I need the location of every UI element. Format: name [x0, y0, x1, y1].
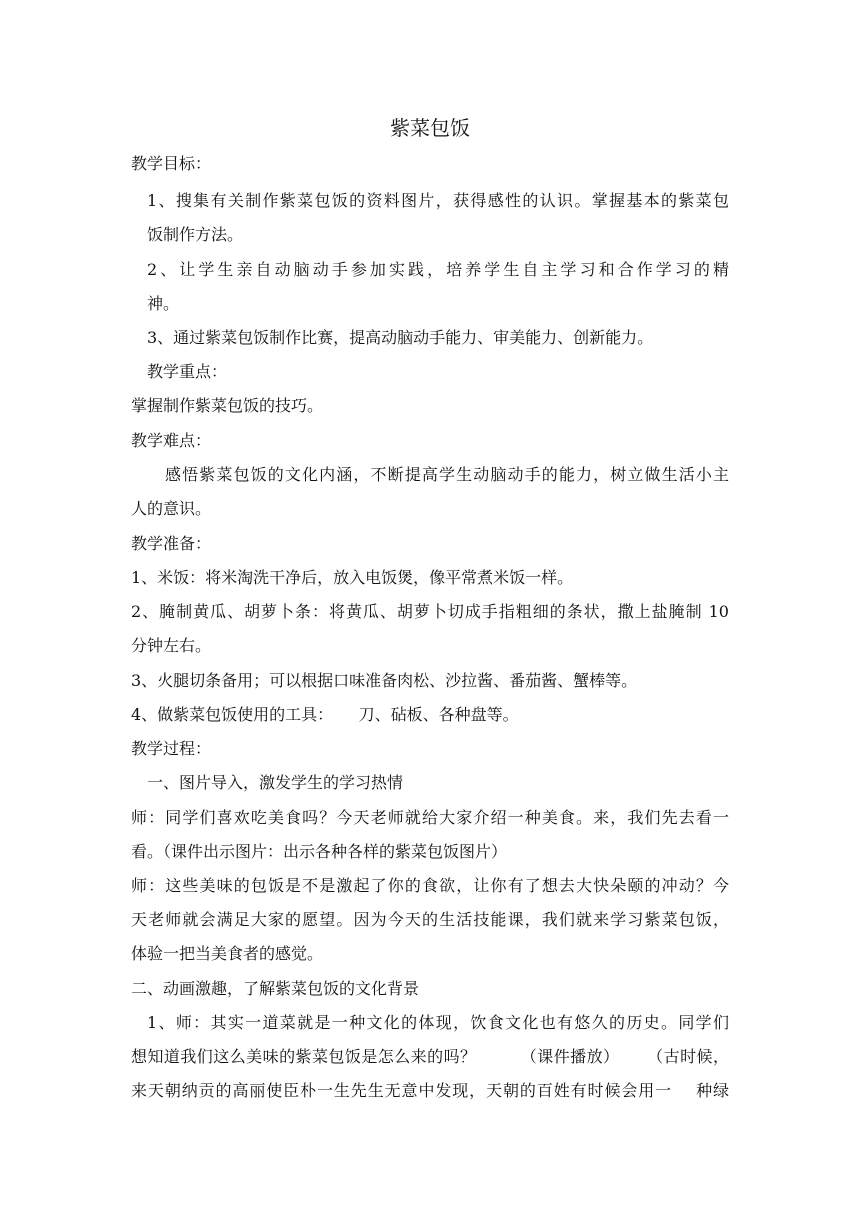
teacher-line-4: 天老师就会满足大家的愿望。因为今天的生活技能课，我们就来学习紫菜包饭， — [131, 910, 729, 929]
step-2-line-2: 想知道我们这么美味的紫菜包饭是怎么来的吗？ （课件播放） （古时候， — [131, 1047, 729, 1066]
preparation-item-4: 4、做紫菜包饭使用的工具： 刀、砧板、各种盘等。 — [131, 705, 519, 724]
teacher-line-5: 体验一把当美食者的感觉。 — [131, 944, 324, 963]
process-step-1-heading: 一、图片导入，激发学生的学习热情 — [147, 773, 404, 792]
teacher-line-1: 师：同学们喜欢吃美食吗？今天老师就给大家介绍一种美食。来，我们先去看一 — [131, 808, 729, 827]
objective-2-line-1: 2、让学生亲自动脑动手参加实践，培养学生自主学习和合作学习的精 — [147, 260, 729, 279]
objective-2-line-2: 神。 — [147, 294, 180, 313]
step-2-line-1: 1、师：其实一道菜就是一种文化的体现，饮食文化也有悠久的历史。同学们 — [147, 1013, 729, 1032]
document-title: 紫菜包饭 — [390, 116, 470, 140]
preparation-item-3: 3、火腿切条备用；可以根据口味准备肉松、沙拉酱、番茄酱、蟹棒等。 — [131, 671, 638, 690]
key-points-text: 掌握制作紫菜包饭的技巧。 — [131, 396, 324, 415]
process-step-2-heading: 二、动画激趣，了解紫菜包饭的文化背景 — [131, 979, 420, 998]
objective-1-line-2: 饭制作方法。 — [147, 225, 244, 244]
teacher-line-2: 看。（课件出示图片：出示各种各样的紫菜包饭图片） — [131, 842, 508, 861]
section-heading-objectives: 教学目标： — [131, 154, 212, 173]
preparation-item-1: 1、米饭：将米淘洗干净后，放入电饭煲，像平常煮米饭一样。 — [131, 568, 574, 587]
preparation-item-2-line-1: 2、腌制黄瓜、胡萝卜条：将黄瓜、胡萝卜切成手指粗细的条状，撒上盐腌制 10 — [131, 602, 729, 621]
objective-1-line-1: 1、搜集有关制作紫菜包饭的资料图片，获得感性的认识。掌握基本的紫菜包 — [147, 191, 729, 210]
section-heading-key-points: 教学重点： — [147, 362, 228, 381]
difficulties-line-1: 感悟紫菜包饭的文化内涵，不断提高学生动脑动手的能力，树立做生活小主 — [165, 465, 729, 484]
step-2-line-3: 来天朝纳贡的高丽使臣朴一生先生无意中发现，天朝的百姓有时候会用一 种绿 — [131, 1081, 729, 1100]
section-heading-process: 教学过程： — [131, 739, 212, 758]
section-heading-difficulties: 教学难点： — [131, 431, 212, 450]
objective-3: 3、通过紫菜包饭制作比赛，提高动脑动手能力、审美能力、创新能力。 — [147, 328, 654, 347]
difficulties-line-2: 人的意识。 — [131, 499, 212, 518]
teacher-line-3: 师：这些美味的包饭是不是激起了你的食欲，让你有了想去大快朵颐的冲动？今 — [131, 876, 729, 895]
preparation-item-2-line-2: 分钟左右。 — [131, 636, 212, 655]
section-heading-preparation: 教学准备： — [131, 534, 212, 553]
